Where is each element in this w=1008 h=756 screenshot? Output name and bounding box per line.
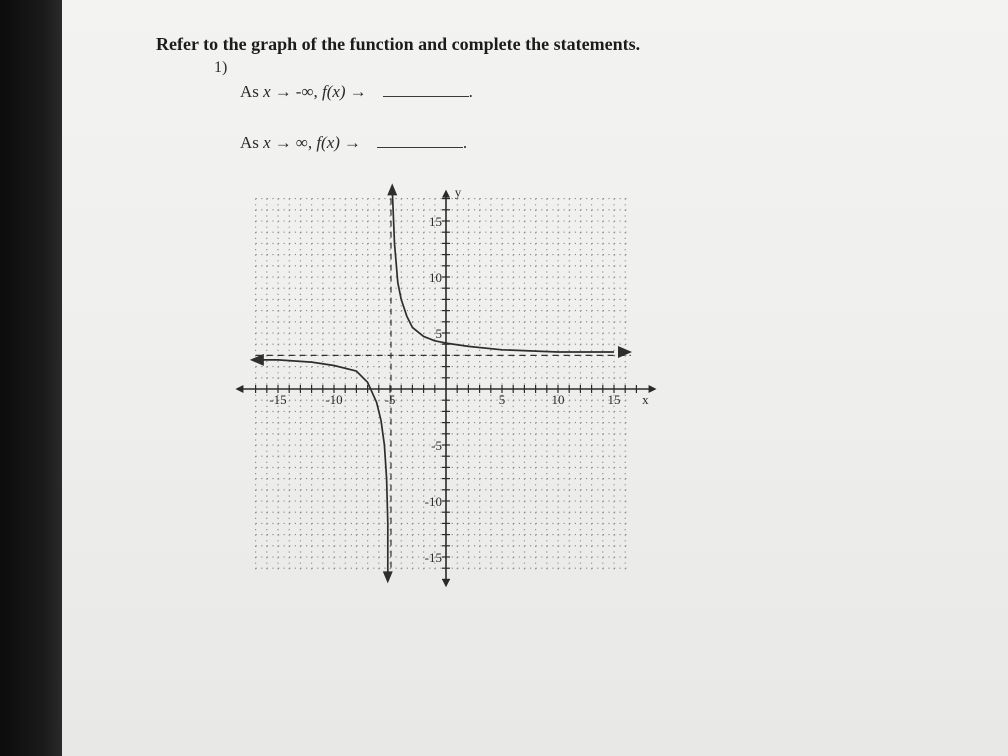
- x-tick-label: -5: [384, 392, 396, 407]
- y-axis-arrow-down-icon: [442, 579, 450, 587]
- x-tick-label: 15: [607, 392, 621, 407]
- variable-x: x: [263, 133, 271, 152]
- y-tick-label: -5: [431, 438, 442, 453]
- variable-x: x: [263, 82, 271, 101]
- y-tick-label: -15: [424, 550, 442, 565]
- y-tick-label: 5: [435, 326, 442, 341]
- statement-prefix: As: [240, 133, 264, 152]
- y-axis-label: y: [454, 184, 462, 200]
- curve-arrow-up-icon: [387, 183, 397, 195]
- arrow-icon: →: [343, 133, 361, 152]
- coordinate-axes: [235, 190, 656, 588]
- y-tick-label: 15: [429, 214, 442, 229]
- x-axis-arrow-icon: [649, 385, 657, 393]
- arrow-icon: →: [349, 82, 367, 101]
- x-axis-arrow-left-icon: [235, 385, 243, 393]
- limit-value: -∞,: [295, 82, 318, 101]
- function-fx: f(x): [316, 133, 340, 152]
- curve-arrow-down-icon: [383, 571, 393, 583]
- arrow-icon: →: [274, 133, 292, 152]
- x-tick-label: -10: [325, 392, 343, 407]
- y-tick-label: 10: [429, 270, 442, 285]
- y-axis-arrow-icon: [442, 190, 450, 198]
- tick-labels: [269, 184, 649, 565]
- x-tick-label: -15: [269, 392, 287, 407]
- y-tick-label: -10: [424, 494, 442, 509]
- x-tick-label: 10: [551, 392, 565, 407]
- question-number: 1): [214, 59, 228, 76]
- curve-branch-right: [392, 187, 614, 352]
- worksheet-title: Refer to the graph of the function and complete the statements.: [156, 34, 641, 54]
- function-fx: f(x): [321, 82, 346, 101]
- statement-end: .: [468, 82, 473, 101]
- arrow-icon: →: [274, 82, 292, 101]
- x-axis-label: x: [642, 392, 649, 407]
- x-tick-label: 5: [498, 392, 506, 407]
- statement-end: .: [462, 133, 468, 152]
- limit-value: ∞,: [295, 133, 313, 152]
- statement-prefix: As: [240, 82, 264, 101]
